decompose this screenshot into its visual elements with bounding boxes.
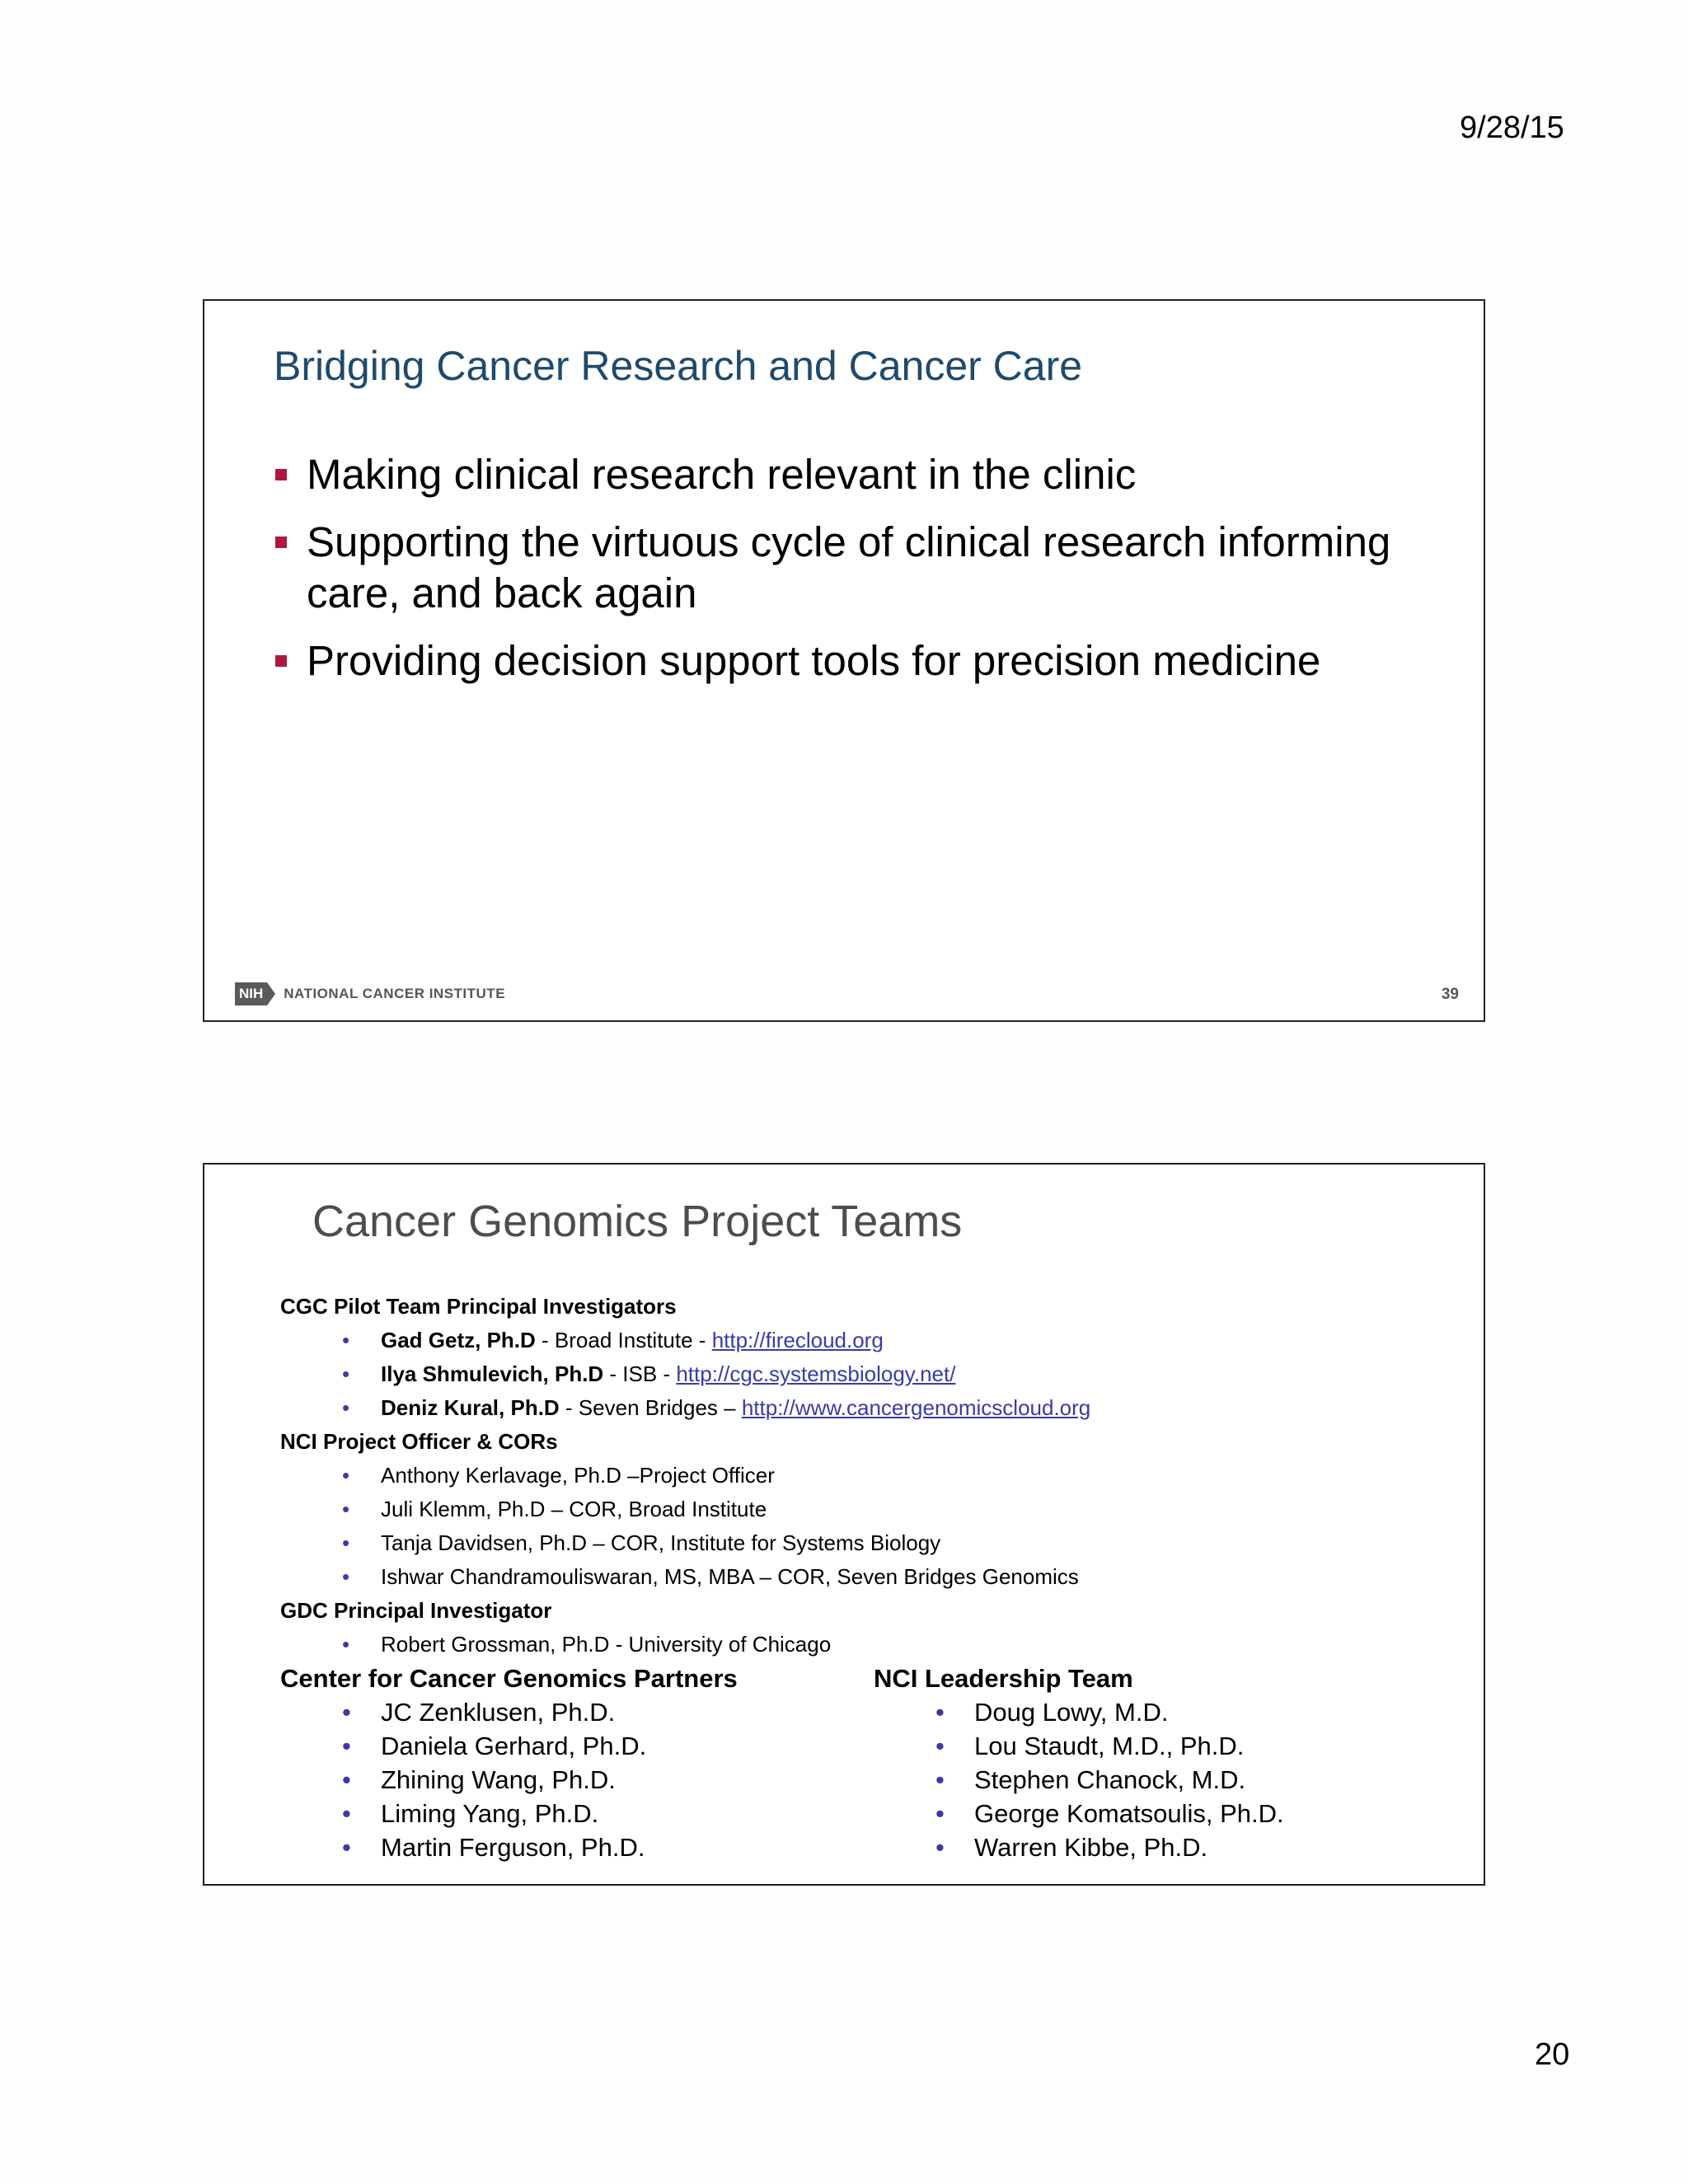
nih-logo: NIH xyxy=(235,982,275,1005)
slide-footer xyxy=(235,982,505,1005)
slide-body xyxy=(280,1290,1467,1864)
bullet-icon: • xyxy=(342,1463,350,1488)
list-item: • Warren Kibbe, Ph.D. xyxy=(874,1830,1467,1864)
bullet-list xyxy=(274,449,1444,703)
bullet-icon: • xyxy=(935,1799,945,1828)
slide-project-teams xyxy=(203,1163,1485,1886)
list-item: • Martin Ferguson, Ph.D. xyxy=(280,1830,874,1864)
gdc-list xyxy=(280,1628,1467,1661)
cgc-heading: CGC Pilot Team Principal Investigators xyxy=(280,1294,677,1319)
bullet-icon: • xyxy=(342,1799,351,1828)
bullet-icon: • xyxy=(935,1698,945,1727)
cgc-list xyxy=(280,1324,1467,1425)
square-bullet-icon xyxy=(275,655,287,667)
list-item: • Robert Grossman, Ph.D - University of Chicago xyxy=(280,1628,1467,1661)
gdc-heading: GDC Principal Investigator xyxy=(280,1598,552,1623)
list-item: • JC Zenklusen, Ph.D. xyxy=(280,1695,874,1729)
systemsbiology-link[interactable]: http://cgc.systemsbiology.net/ xyxy=(676,1361,956,1386)
list-item: • Lou Staudt, M.D., Ph.D. xyxy=(874,1729,1467,1763)
leadership-heading: NCI Leadership Team xyxy=(874,1664,1133,1693)
list-item: • Stephen Chanock, M.D. xyxy=(874,1763,1467,1797)
square-bullet-icon xyxy=(275,469,287,480)
bullet-icon: • xyxy=(342,1328,350,1352)
slide-title: Bridging Cancer Research and Cancer Care xyxy=(274,343,1083,389)
list-item: • Liming Yang, Ph.D. xyxy=(280,1797,874,1830)
list-item: • Doug Lowy, M.D. xyxy=(874,1695,1467,1729)
bullet-icon: • xyxy=(342,1530,350,1555)
bullet-item: Supporting the virtuous cycle of clinical research informing care, and back again xyxy=(274,517,1444,619)
bullet-icon: • xyxy=(342,1361,350,1386)
bullet-icon: • xyxy=(342,1632,350,1657)
page-date: 9/28/15 xyxy=(1460,110,1564,145)
square-bullet-icon xyxy=(275,537,287,548)
cancergenomicscloud-link[interactable]: http://www.cancergenomicscloud.org xyxy=(741,1395,1091,1420)
org-name: NATIONAL CANCER INSTITUTE xyxy=(284,986,506,1001)
list-item: • Tanja Davidsen, Ph.D – COR, Institute for Systems Biology xyxy=(280,1526,1467,1560)
bullet-icon: • xyxy=(342,1765,351,1794)
list-item: • Anthony Kerlavage, Ph.D –Project Officer xyxy=(280,1459,1467,1493)
bullet-icon: • xyxy=(342,1395,350,1420)
list-item: • Juli Klemm, Ph.D – COR, Broad Institute xyxy=(280,1493,1467,1526)
bullet-icon: • xyxy=(342,1564,350,1589)
list-item: • Zhining Wang, Ph.D. xyxy=(280,1763,874,1797)
slide-bridging-cancer xyxy=(203,299,1485,1022)
leadership-column xyxy=(874,1661,1467,1864)
nih-arrow-icon xyxy=(267,982,275,1005)
bullet-icon: • xyxy=(935,1732,945,1760)
list-item: • Gad Getz, Ph.D - Broad Institute - http://firecloud.org xyxy=(280,1324,1467,1357)
bullet-icon: • xyxy=(342,1698,351,1727)
bullet-item: Making clinical research relevant in the clinic xyxy=(274,449,1444,500)
list-item: • Ishwar Chandramouliswaran, MS, MBA – COR, Seven Bridges Genomics xyxy=(280,1560,1467,1594)
leadership-list xyxy=(874,1695,1467,1864)
bullet-icon: • xyxy=(342,1732,351,1760)
slide-title: Cancer Genomics Project Teams xyxy=(312,1197,963,1246)
nci-officers-list xyxy=(280,1459,1467,1594)
bullet-icon: • xyxy=(935,1765,945,1794)
firecloud-link[interactable]: http://firecloud.org xyxy=(711,1328,884,1352)
bullet-icon: • xyxy=(935,1833,945,1862)
page-number: 20 xyxy=(1535,2037,1570,2072)
nci-officers-heading: NCI Project Officer & CORs xyxy=(280,1429,558,1454)
list-item: • Daniela Gerhard, Ph.D. xyxy=(280,1729,874,1763)
slide-number: 39 xyxy=(1441,986,1459,1003)
list-item: • Ilya Shmulevich, Ph.D - ISB - http://cgc.systemsbiology.net/ xyxy=(280,1357,1467,1391)
list-item: • Deniz Kural, Ph.D - Seven Bridges – http://www.cancergenomicscloud.org xyxy=(280,1391,1467,1425)
bullet-icon: • xyxy=(342,1497,350,1521)
bullet-item: Providing decision support tools for precision medicine xyxy=(274,635,1444,687)
team-columns xyxy=(280,1661,1467,1864)
list-item: • George Komatsoulis, Ph.D. xyxy=(874,1797,1467,1830)
ccg-heading: Center for Cancer Genomics Partners xyxy=(280,1664,738,1693)
ccg-list xyxy=(280,1695,874,1864)
bullet-icon: • xyxy=(342,1833,351,1862)
ccg-column xyxy=(280,1661,874,1864)
